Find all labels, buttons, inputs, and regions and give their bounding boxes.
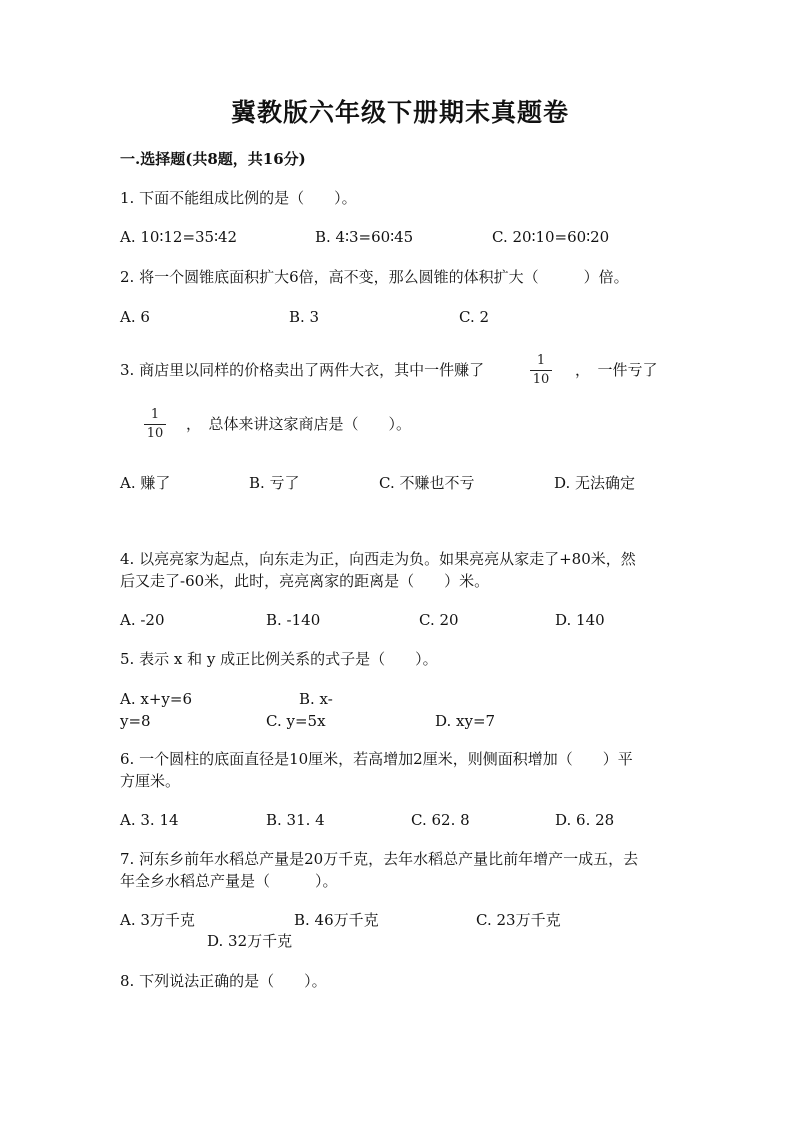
question-1-option-b[interactable]: B. 4∶3=60∶45 [315, 228, 414, 246]
question-5-option-b-part1[interactable]: B. x- [299, 690, 333, 708]
question-4-stem-line1: 4. 以亮亮家为起点，向东走为正，向西走为负。如果亮亮从家走了+80米，然 [120, 550, 636, 568]
question-1-option-a[interactable]: A. 10∶12=35∶42 [120, 228, 238, 246]
fraction-bar [530, 370, 552, 371]
question-3-fraction-2 [144, 407, 166, 442]
question-1-option-c[interactable]: C. 20∶10=60∶20 [492, 228, 610, 246]
question-2-stem: 2. 将一个圆锥底面积扩大6倍，高不变，那么圆锥的体积扩大（ ）倍。 [120, 268, 629, 286]
question-7-option-a[interactable]: A. 3万千克 [120, 911, 195, 929]
fraction-bar [144, 424, 166, 425]
question-4-option-b[interactable]: B. -140 [266, 611, 321, 629]
section-heading: 一.选择题(共8题，共16分) [120, 150, 306, 168]
question-6-stem-line2: 方厘米。 [120, 772, 181, 790]
question-4-option-a[interactable]: A. -20 [120, 611, 165, 629]
fraction-numerator: 1 [150, 407, 160, 422]
question-2-option-c[interactable]: C. 2 [459, 308, 490, 326]
fraction-numerator: 1 [536, 353, 546, 368]
question-6-option-a[interactable]: A. 3. 14 [120, 811, 179, 829]
question-4-option-c[interactable]: C. 20 [419, 611, 459, 629]
question-3-option-a[interactable]: A. 赚了 [120, 474, 171, 492]
question-7-option-c[interactable]: C. 23万千克 [476, 911, 561, 929]
question-7-option-d[interactable]: D. 32万千克 [207, 932, 293, 950]
question-6-stem-line1: 6. 一个圆柱的底面直径是10厘米，若高增加2厘米，则侧面积增加（ ）平 [120, 750, 633, 768]
question-7-option-b[interactable]: B. 46万千克 [294, 911, 379, 929]
question-6-option-d[interactable]: D. 6. 28 [555, 811, 615, 829]
question-5-stem: 5. 表示 x 和 y 成正比例关系的式子是（ ）。 [120, 650, 438, 668]
question-1-stem: 1. 下面不能组成比例的是（ ）。 [120, 189, 357, 207]
question-3-stem-part1: 3. 商店里以同样的价格卖出了两件大衣，其中一件赚了 [120, 361, 485, 379]
question-3-fraction-1 [530, 353, 552, 388]
question-3-stem-part2: ， 一件亏了 [575, 361, 658, 379]
fraction-denominator: 10 [532, 372, 550, 387]
question-2-option-b[interactable]: B. 3 [289, 308, 320, 326]
question-3-option-b[interactable]: B. 亏了 [249, 474, 300, 492]
question-3-option-d[interactable]: D. 无法确定 [554, 474, 636, 492]
question-7-stem-line2: 年全乡水稻总产量是（ ）。 [120, 872, 338, 890]
fraction-denominator: 10 [146, 426, 164, 441]
question-4-option-d[interactable]: D. 140 [555, 611, 605, 629]
question-6-option-b[interactable]: B. 31. 4 [266, 811, 325, 829]
question-3-stem-part3: ， 总体来讲这家商店是（ ）。 [186, 415, 412, 433]
question-5-option-a[interactable]: A. x+y=6 [120, 690, 192, 708]
question-4-stem-line2: 后又走了-60米，此时，亮亮离家的距离是（ ）米。 [120, 572, 490, 590]
question-2-option-a[interactable]: A. 6 [120, 308, 150, 326]
question-5-option-d[interactable]: D. xy=7 [435, 712, 496, 730]
page-title: 冀教版六年级下册期末真题卷 [230, 98, 569, 127]
question-8-stem: 8. 下列说法正确的是（ ）。 [120, 972, 327, 990]
question-5-option-b-part2[interactable]: y=8 [120, 712, 151, 730]
question-3-option-c[interactable]: C. 不赚也不亏 [379, 474, 475, 492]
question-5-option-c[interactable]: C. y=5x [266, 712, 326, 730]
question-6-option-c[interactable]: C. 62. 8 [411, 811, 470, 829]
question-7-stem-line1: 7. 河东乡前年水稻总产量是20万千克，去年水稻总产量比前年增产一成五，去 [120, 850, 639, 868]
